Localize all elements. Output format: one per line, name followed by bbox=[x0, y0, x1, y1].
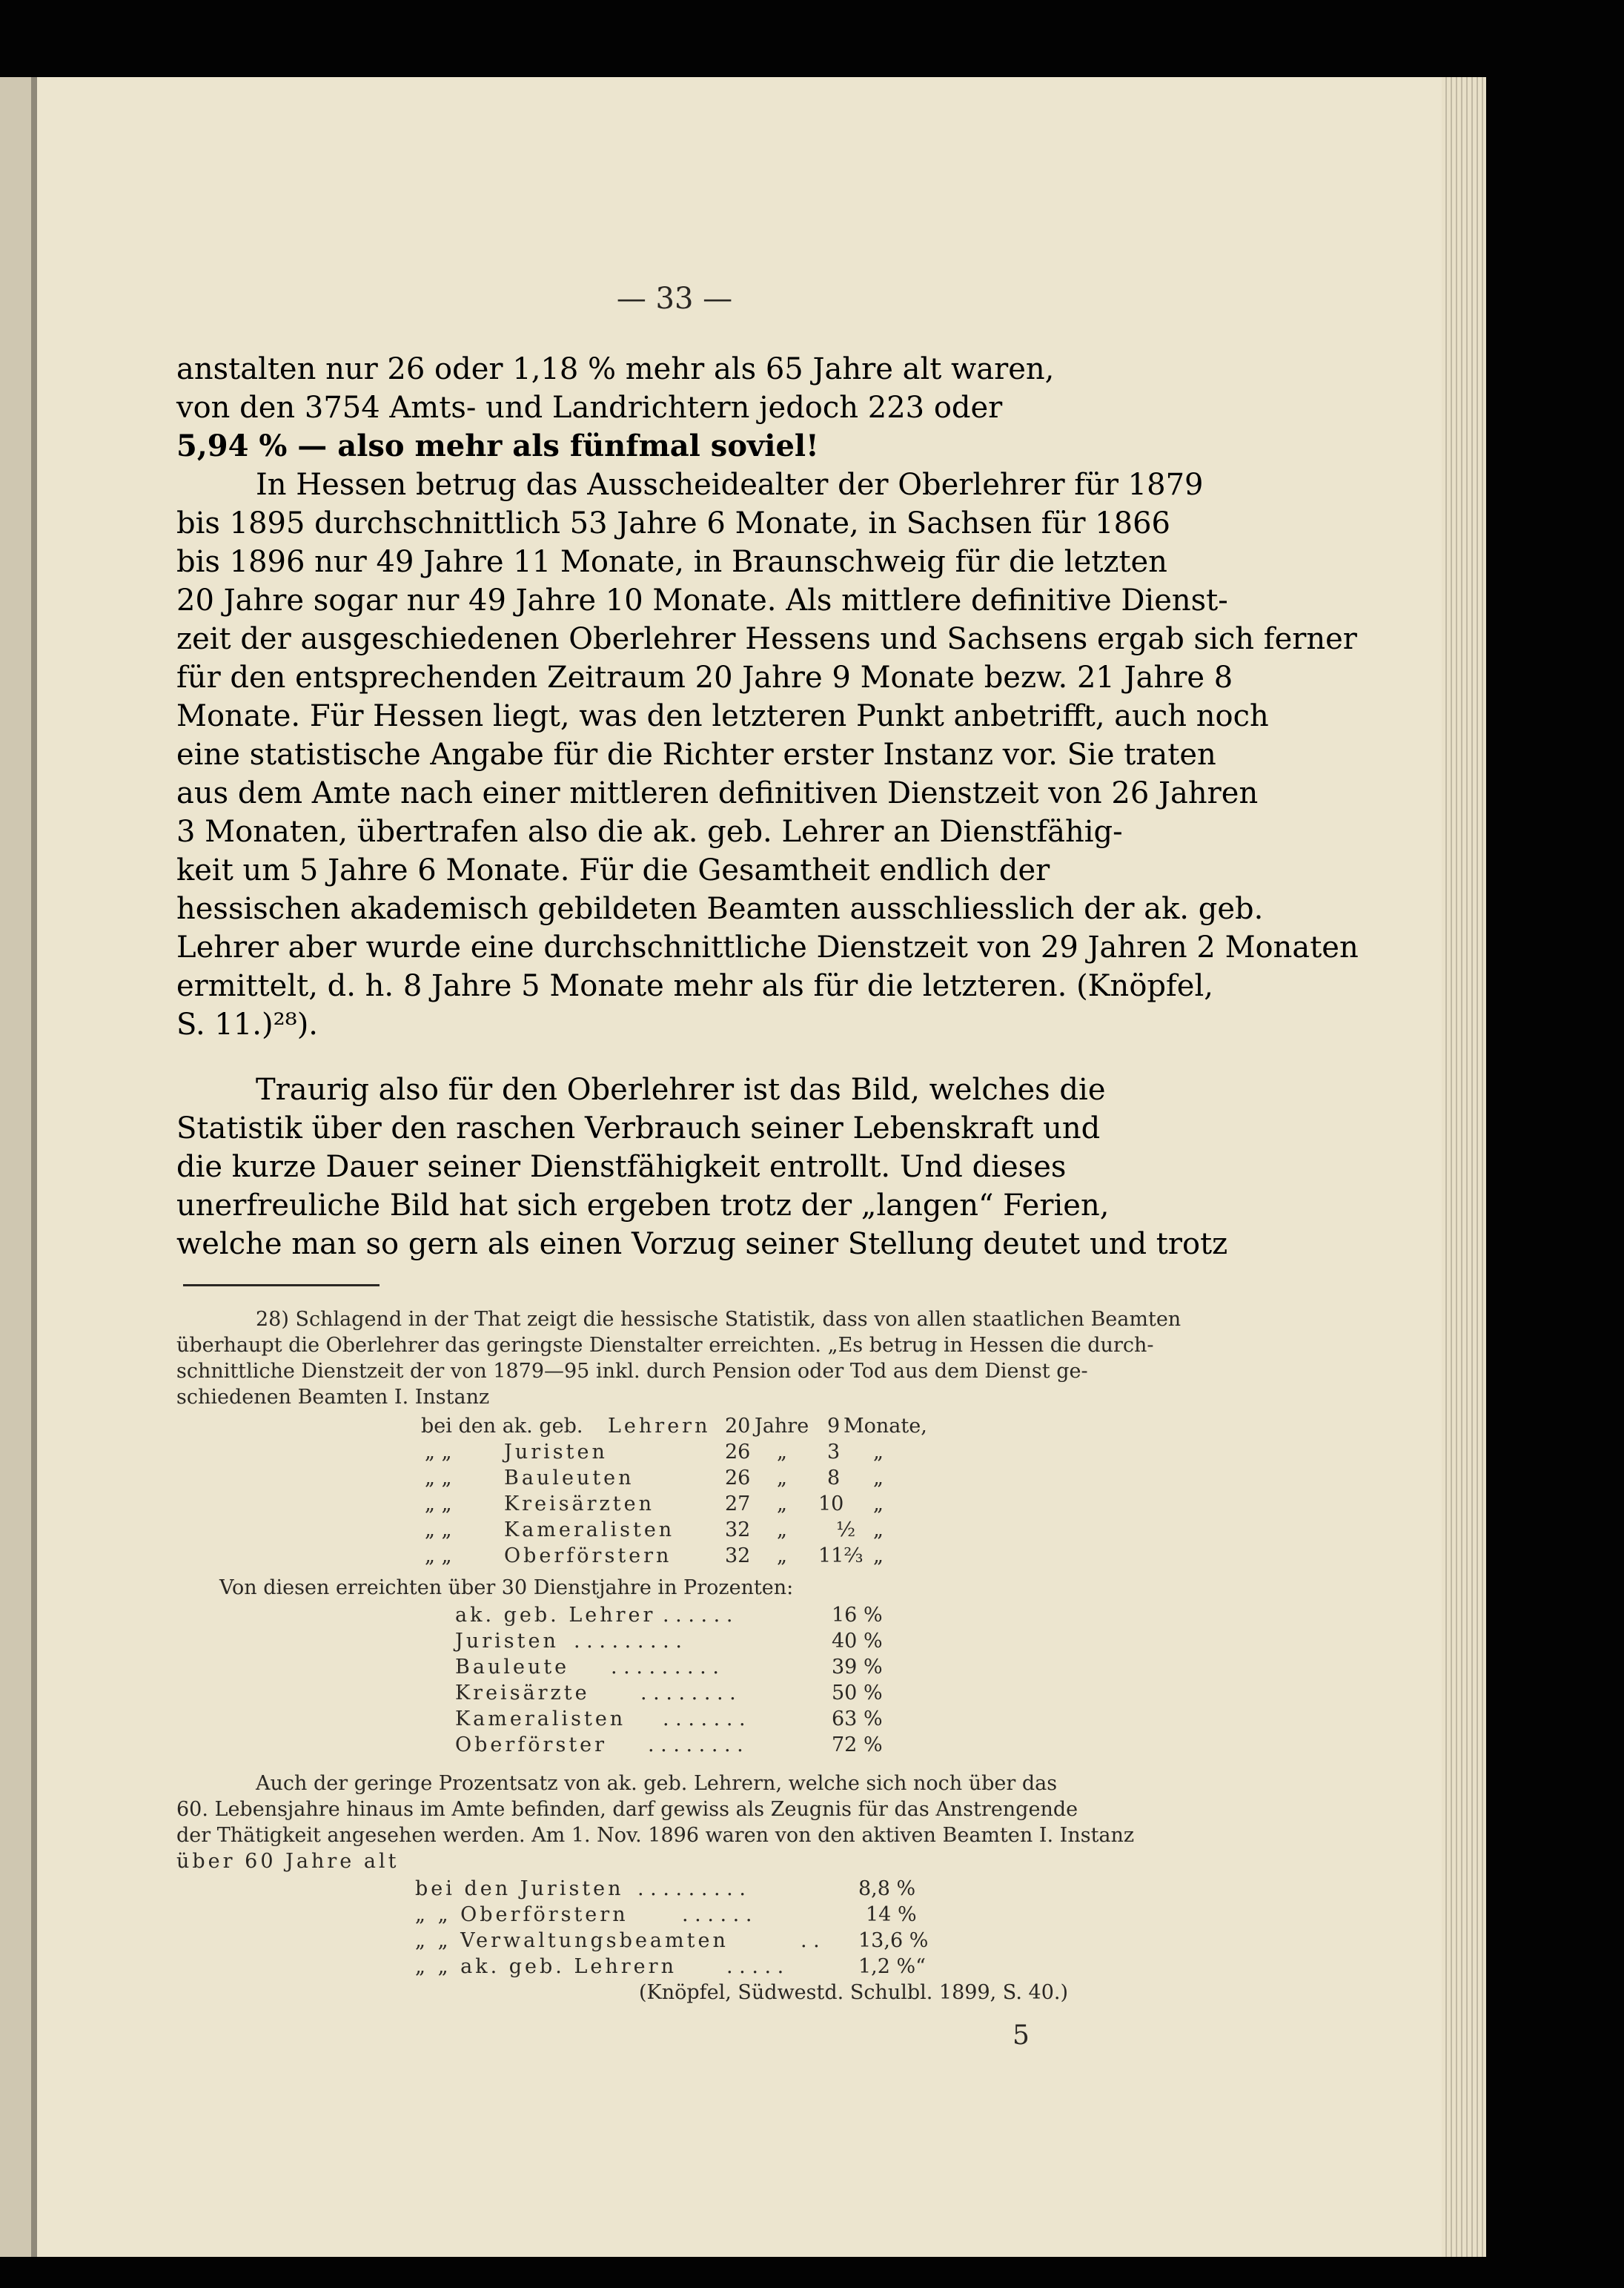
text-line: hessischen akademisch gebildeten Beamten ausschliesslich der ak. geb. bbox=[176, 892, 1264, 926]
row-label: bei den Juristen bbox=[415, 1877, 624, 1900]
text-line: 5,94 % — also mehr als fünfmal soviel! bbox=[176, 429, 819, 463]
row-months: 8 bbox=[827, 1467, 841, 1489]
row-value: 8,8 % bbox=[858, 1877, 916, 1900]
row-dots: . . bbox=[801, 1929, 820, 1952]
text-line: für den entsprechenden Zeitraum 20 Jahre 9 Monate bezw. 21 Jahre 8 bbox=[176, 661, 1233, 695]
row-label: „ „ Oberförstern bbox=[415, 1903, 629, 1926]
row-years: 27 bbox=[725, 1492, 751, 1515]
row-months-unit: „ bbox=[873, 1518, 884, 1541]
row-months-unit: „ bbox=[873, 1467, 884, 1489]
text-line: unerfreuliche Bild hat sich ergeben trotz der „langen“ Ferien, bbox=[176, 1188, 1110, 1223]
row-years: 26 bbox=[725, 1467, 751, 1489]
row-years: 26 bbox=[725, 1441, 751, 1464]
source-citation: (Knöpfel, Südwestd. Schulbl. 1899, S. 40.) bbox=[639, 1981, 1068, 2004]
row-value: 14 % bbox=[866, 1903, 917, 1926]
row-prefix: „ „ bbox=[425, 1544, 452, 1567]
row-value: 72 % bbox=[832, 1733, 883, 1756]
row-months: 10 bbox=[818, 1492, 844, 1515]
text-line: von den 3754 Amts- und Landrichtern jedoch 223 oder bbox=[176, 391, 1003, 425]
row-months-unit: Monate, bbox=[844, 1415, 927, 1438]
row-years: 32 bbox=[725, 1544, 751, 1567]
row-years-unit: Jahre bbox=[755, 1415, 809, 1438]
text-line: anstalten nur 26 oder 1,18 % mehr als 65 Jahre alt waren, bbox=[176, 352, 1055, 386]
text-line: bis 1896 nur 49 Jahre 11 Monate, in Braunschweig für die letzten bbox=[176, 545, 1167, 579]
row-prefix: „ „ bbox=[425, 1518, 452, 1541]
footnote-line: überhaupt die Oberlehrer das geringste Dienstalter erreichten. „Es betrug in Hessen die durch- bbox=[176, 1334, 1154, 1357]
row-years-unit: „ bbox=[777, 1544, 787, 1567]
row-years-unit: „ bbox=[777, 1441, 787, 1464]
text-line: zeit der ausgeschiedenen Oberlehrer Hessens und Sachsens ergab sich ferner bbox=[176, 622, 1357, 656]
text-line: Traurig also für den Oberlehrer ist das Bild, welches die bbox=[256, 1073, 1106, 1107]
row-group: Juristen bbox=[504, 1441, 608, 1464]
footnote-rule bbox=[183, 1284, 380, 1286]
text-line: In Hessen betrug das Ausscheidealter der Oberlehrer für 1879 bbox=[256, 468, 1204, 502]
footnote-line: 60. Lebensjahre hinaus im Amte befinden, darf gewiss als Zeugnis für das Anstrengende bbox=[176, 1798, 1078, 1821]
book-gutter bbox=[31, 77, 37, 2257]
row-years: 20 bbox=[725, 1415, 751, 1438]
row-dots: . . . . . bbox=[726, 1955, 784, 1978]
row-group: Lehrern bbox=[608, 1415, 711, 1438]
row-months-unit: „ bbox=[873, 1492, 884, 1515]
row-dots: . . . . . . . . . bbox=[637, 1877, 746, 1900]
footnote-line: Auch der geringe Prozentsatz von ak. geb. Lehrern, welche sich noch über das bbox=[256, 1772, 1058, 1795]
row-label: „ „ Verwaltungsbeamten bbox=[415, 1929, 729, 1952]
page-number: — 33 — bbox=[616, 282, 733, 316]
row-value: 39 % bbox=[832, 1656, 883, 1679]
row-group: Bauleuten bbox=[504, 1467, 634, 1489]
row-years: 32 bbox=[725, 1518, 751, 1541]
row-prefix: „ „ bbox=[425, 1492, 452, 1515]
row-dots: . . . . . . . . bbox=[640, 1682, 736, 1705]
row-group: Kameralisten bbox=[504, 1518, 675, 1541]
row-months-unit: „ bbox=[873, 1441, 884, 1464]
text-line: eine statistische Angabe für die Richter erster Instanz vor. Sie traten bbox=[176, 738, 1216, 772]
text-line: ermittelt, d. h. 8 Jahre 5 Monate mehr als für die letzteren. (Knöpfel, bbox=[176, 969, 1213, 1003]
row-label: Bauleute bbox=[455, 1656, 570, 1679]
text-line: Monate. Für Hessen liegt, was den letzteren Punkt anbetrifft, auch noch bbox=[176, 699, 1269, 733]
row-value: 13,6 % bbox=[858, 1929, 929, 1952]
footnote-line: schnittliche Dienstzeit der von 1879—95 inkl. durch Pension oder Tod aus dem Dienst ge- bbox=[176, 1360, 1088, 1383]
row-dots: . . . . . . . . bbox=[648, 1733, 743, 1756]
row-dots: . . . . . . . bbox=[663, 1707, 746, 1730]
text-line: bis 1895 durchschnittlich 53 Jahre 6 Monate, in Sachsen für 1866 bbox=[176, 506, 1170, 540]
text-line: 3 Monaten, übertrafen also die ak. geb. Lehrer an Dienstfähig- bbox=[176, 815, 1123, 849]
signature-mark: 5 bbox=[1012, 2020, 1030, 2051]
percent-intro: Von diesen erreichten über 30 Dienstjahre in Prozenten: bbox=[219, 1576, 794, 1599]
row-months-unit: „ bbox=[873, 1544, 884, 1567]
row-years-unit: „ bbox=[777, 1492, 787, 1515]
row-value: 63 % bbox=[832, 1707, 883, 1730]
text-line: keit um 5 Jahre 6 Monate. Für die Gesamtheit endlich der bbox=[176, 853, 1050, 887]
footnote-line: der Thätigkeit angesehen werden. Am 1. Nov. 1896 waren von den aktiven Beamten I. Instanz bbox=[176, 1824, 1135, 1847]
text-line: 20 Jahre sogar nur 49 Jahre 10 Monate. Als mittlere definitive Dienst- bbox=[176, 583, 1228, 618]
row-value: 50 % bbox=[832, 1682, 883, 1705]
text-line: Statistik über den raschen Verbrauch seiner Lebenskraft und bbox=[176, 1111, 1101, 1145]
row-dots: . . . . . . . . . bbox=[611, 1656, 719, 1679]
row-value: 40 % bbox=[832, 1630, 883, 1653]
row-label: Oberförster bbox=[455, 1733, 608, 1756]
text-line: welche man so gern als einen Vorzug seiner Stellung deutet und trotz bbox=[176, 1227, 1228, 1261]
text-line: S. 11.)²⁸). bbox=[176, 1008, 319, 1042]
text-line: aus dem Amte nach einer mittleren definitiven Dienstzeit von 26 Jahren bbox=[176, 776, 1259, 810]
text-line: Lehrer aber wurde eine durchschnittliche Dienstzeit von 29 Jahren 2 Monaten bbox=[176, 930, 1359, 965]
row-prefix: „ „ bbox=[425, 1441, 452, 1464]
row-months: ½ bbox=[836, 1518, 856, 1541]
row-months: 11⅔ bbox=[818, 1544, 864, 1567]
row-group: Kreisärzten bbox=[504, 1492, 654, 1515]
row-prefix: „ „ bbox=[425, 1467, 452, 1489]
book-page-edges bbox=[1442, 77, 1486, 2257]
row-label: ak. geb. Lehrer bbox=[455, 1604, 656, 1627]
row-label: „ „ ak. geb. Lehrern bbox=[415, 1955, 677, 1978]
row-dots: . . . . . . . . . bbox=[574, 1630, 682, 1653]
row-months: 9 bbox=[827, 1415, 841, 1438]
footnote-line: über 60 Jahre alt bbox=[176, 1850, 400, 1873]
footnote-line: schiedenen Beamten I. Instanz bbox=[176, 1386, 490, 1409]
row-group: Oberförstern bbox=[504, 1544, 672, 1567]
row-years-unit: „ bbox=[777, 1467, 787, 1489]
row-dots: . . . . . . bbox=[682, 1903, 752, 1926]
text-line: die kurze Dauer seiner Dienstfähigkeit entrollt. Und dieses bbox=[176, 1150, 1067, 1184]
row-years-unit: „ bbox=[777, 1518, 787, 1541]
row-months: 3 bbox=[827, 1441, 841, 1464]
footnote-line: 28) Schlagend in der That zeigt die hessische Statistik, dass von allen staatlichen Beamten bbox=[256, 1308, 1181, 1331]
row-label: Juristen bbox=[455, 1630, 559, 1653]
row-label: Kreisärzte bbox=[455, 1682, 590, 1705]
row-dots: . . . . . . bbox=[663, 1604, 733, 1627]
row-label: Kameralisten bbox=[455, 1707, 626, 1730]
row-prefix: bei den ak. geb. bbox=[421, 1415, 583, 1438]
book-left-edge bbox=[0, 77, 31, 2257]
row-value: 16 % bbox=[832, 1604, 883, 1627]
row-value: 1,2 %“ bbox=[858, 1955, 926, 1978]
